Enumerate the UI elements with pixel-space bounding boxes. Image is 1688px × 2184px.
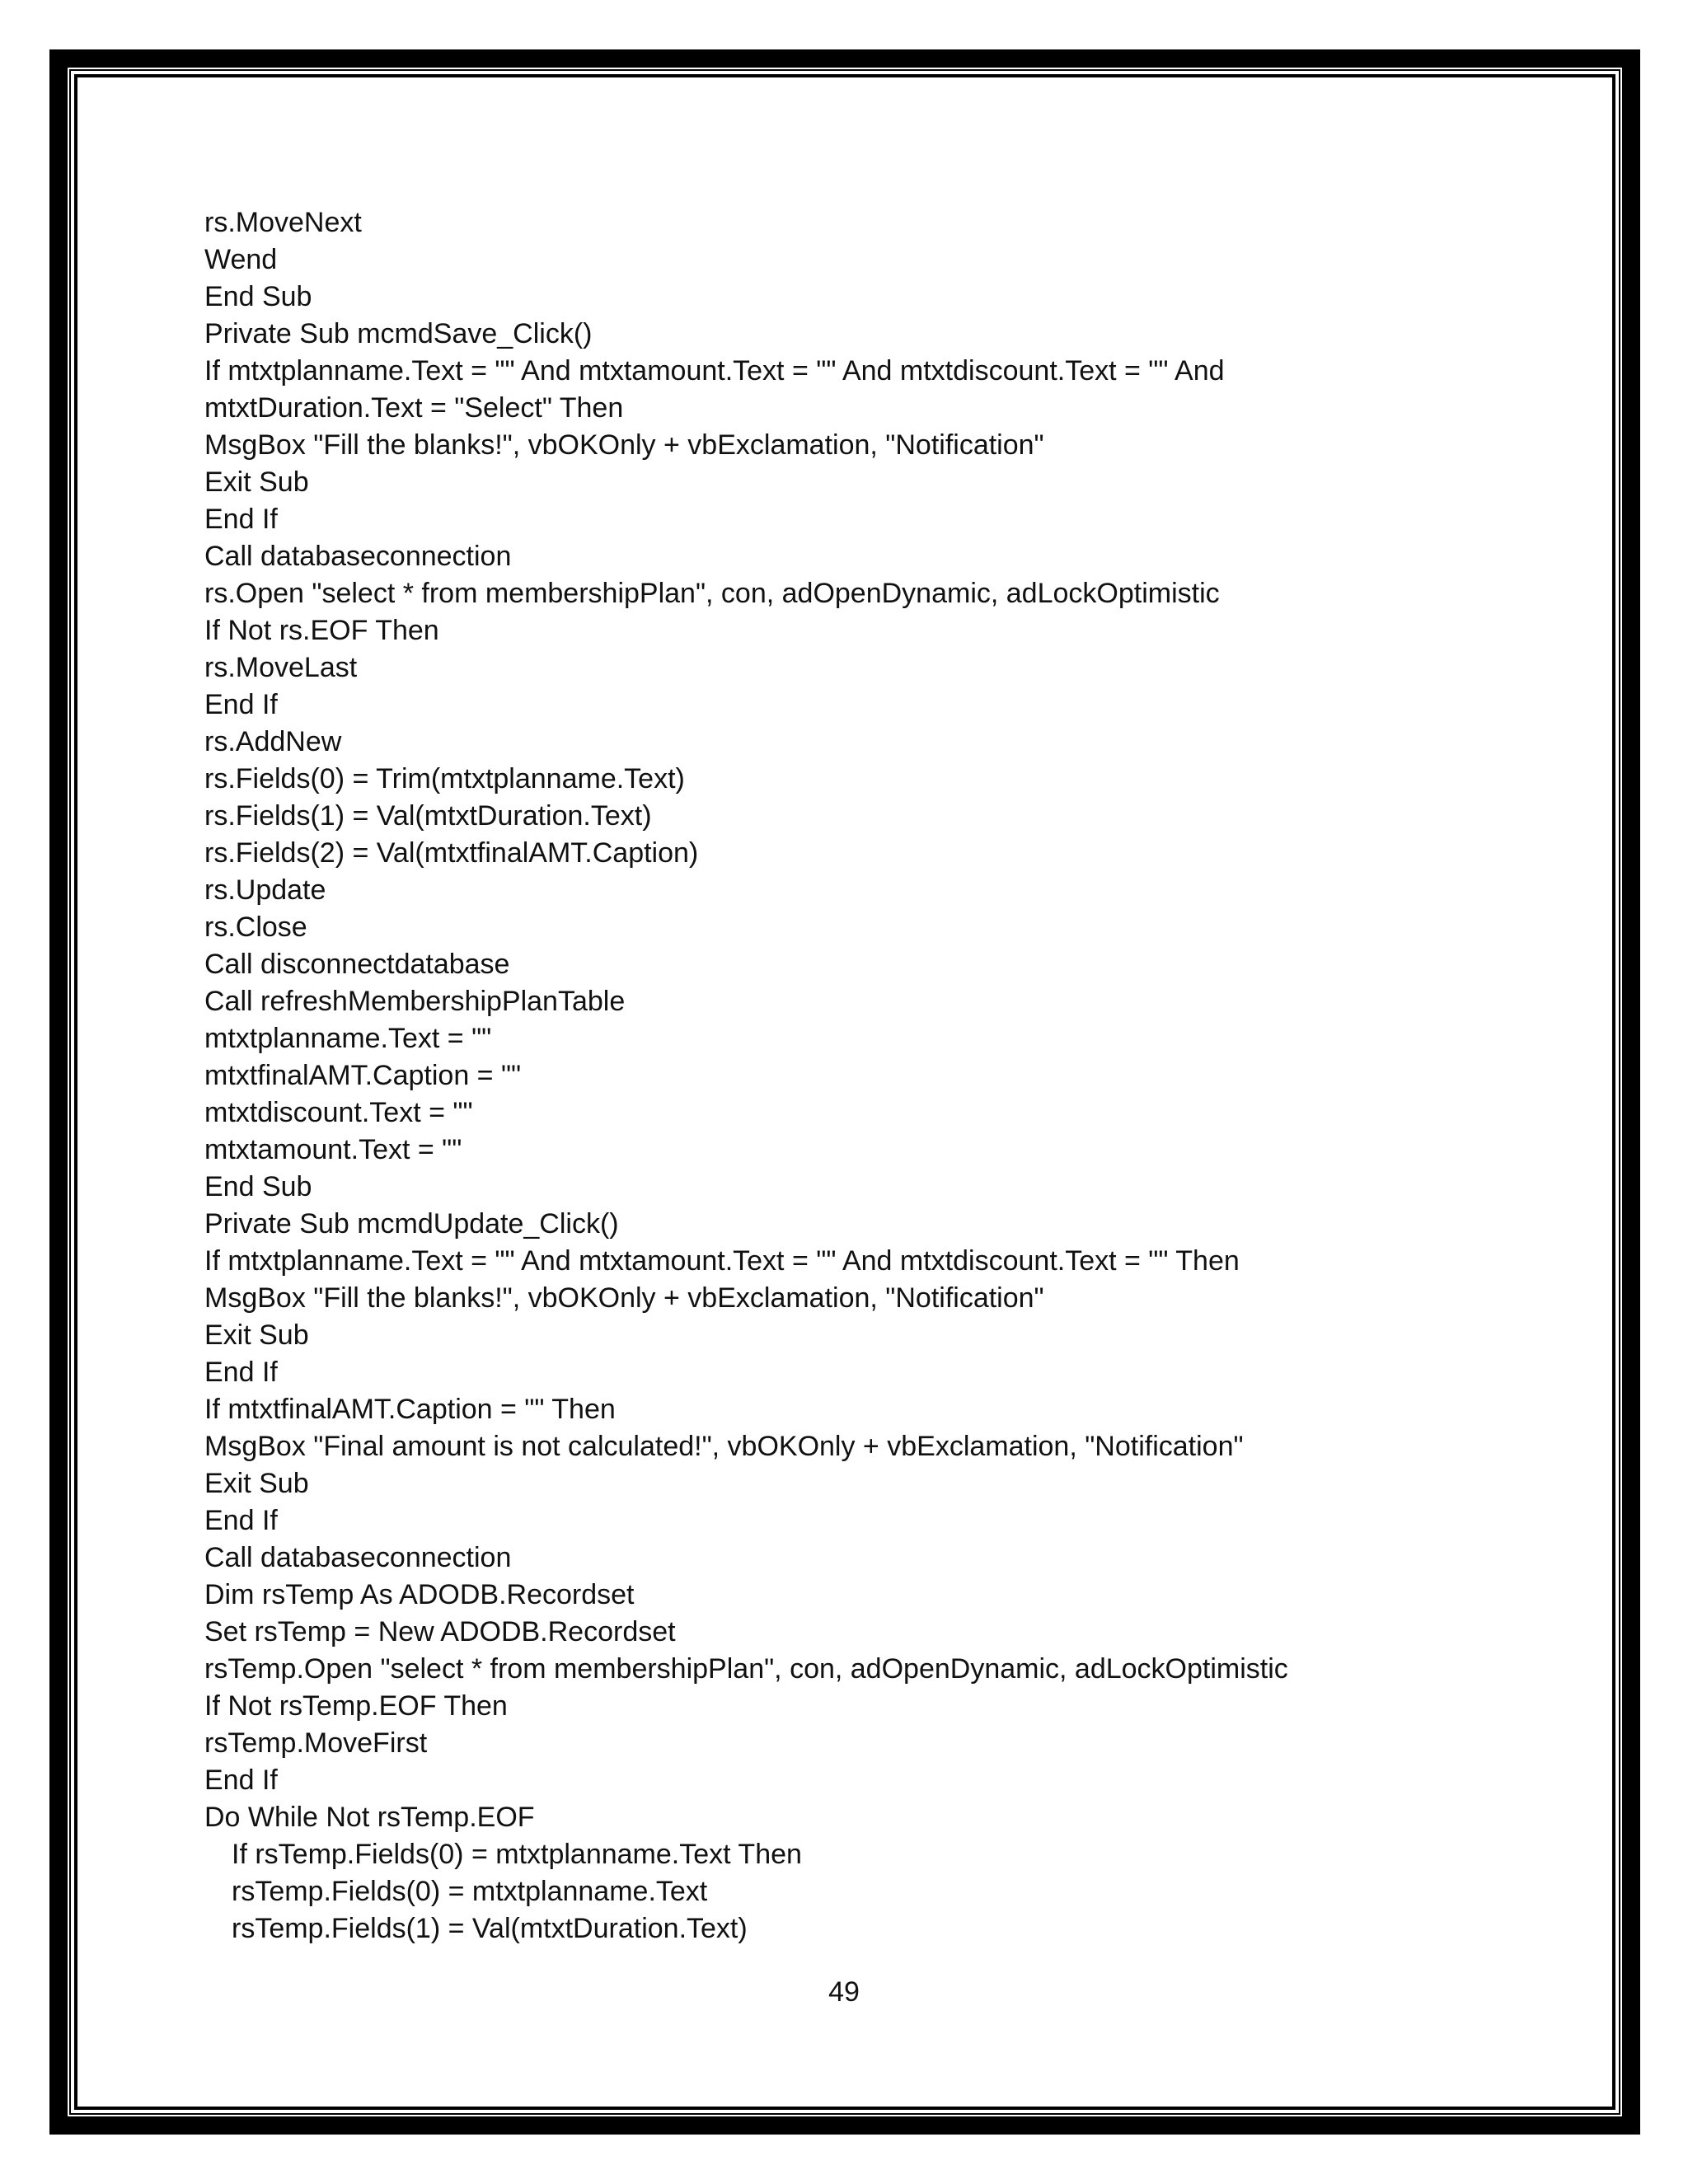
code-line: End Sub (204, 281, 312, 312)
code-line: rs.Fields(0) = Trim(mtxtplanname.Text) (204, 763, 685, 794)
code-line: mtxtdiscount.Text = "" (204, 1097, 473, 1128)
code-line: Private Sub mcmdUpdate_Click() (204, 1208, 619, 1240)
code-line: rsTemp.Open "select * from membershipPlan", con, adOpenDynamic, adLockOptimistic (204, 1653, 1288, 1685)
code-line: If mtxtfinalAMT.Caption = "" Then (204, 1394, 616, 1425)
code-line: rs.Update (204, 874, 326, 906)
page-number: 49 (828, 1976, 860, 2008)
code-line: rs.Fields(1) = Val(mtxtDuration.Text) (204, 800, 652, 832)
code-line: rsTemp.Fields(0) = mtxtplanname.Text (232, 1876, 708, 1907)
code-line: rsTemp.Fields(1) = Val(mtxtDuration.Text) (232, 1913, 748, 1944)
code-line: End If (204, 689, 278, 720)
code-line: End If (204, 1357, 278, 1388)
code-line: Call databaseconnection (204, 541, 512, 572)
code-line: Exit Sub (204, 1468, 309, 1499)
code-line: If rsTemp.Fields(0) = mtxtplanname.Text Then (232, 1839, 802, 1870)
code-line: Wend (204, 244, 278, 275)
code-line: mtxtamount.Text = "" (204, 1134, 462, 1165)
code-line: If mtxtplanname.Text = "" And mtxtamount.Text = "" And mtxtdiscount.Text = "" And (204, 355, 1225, 387)
code-line: Call disconnectdatabase (204, 949, 510, 980)
code-line: mtxtDuration.Text = "Select" Then (204, 392, 624, 424)
code-line: MsgBox "Fill the blanks!", vbOKOnly + vbExclamation, "Notification" (204, 1282, 1044, 1314)
code-line: rs.MoveLast (204, 652, 358, 683)
code-line: Exit Sub (204, 1319, 309, 1351)
code-line: Call databaseconnection (204, 1542, 512, 1573)
code-line: End If (204, 1505, 278, 1536)
code-line: rs.Open "select * from membershipPlan", con, adOpenDynamic, adLockOptimistic (204, 578, 1220, 609)
code-line: If mtxtplanname.Text = "" And mtxtamount.Text = "" And mtxtdiscount.Text = "" Then (204, 1245, 1240, 1277)
code-line: End If (204, 1765, 278, 1796)
code-line: Exit Sub (204, 466, 309, 498)
code-line: If Not rs.EOF Then (204, 615, 439, 646)
code-line: If Not rsTemp.EOF Then (204, 1690, 508, 1722)
code-line: Private Sub mcmdSave_Click() (204, 318, 593, 349)
code-line: Dim rsTemp As ADODB.Recordset (204, 1579, 635, 1610)
code-line: End Sub (204, 1171, 312, 1202)
code-line: mtxtfinalAMT.Caption = "" (204, 1060, 522, 1091)
code-line: MsgBox "Final amount is not calculated!", vbOKOnly + vbExclamation, "Notification" (204, 1431, 1244, 1462)
code-line: mtxtplanname.Text = "" (204, 1023, 492, 1054)
code-line: Set rsTemp = New ADODB.Recordset (204, 1616, 676, 1647)
code-line: rs.Fields(2) = Val(mtxtfinalAMT.Caption) (204, 837, 699, 869)
code-line: rs.Close (204, 912, 307, 943)
code-line: Do While Not rsTemp.EOF (204, 1802, 535, 1833)
code-listing (204, 204, 1288, 1947)
code-line: rsTemp.MoveFirst (204, 1727, 428, 1759)
code-line: Call refreshMembershipPlanTable (204, 986, 626, 1017)
code-line: rs.AddNew (204, 726, 342, 757)
code-line: rs.MoveNext (204, 207, 362, 238)
code-line: End If (204, 504, 278, 535)
code-line: MsgBox "Fill the blanks!", vbOKOnly + vbExclamation, "Notification" (204, 429, 1044, 461)
